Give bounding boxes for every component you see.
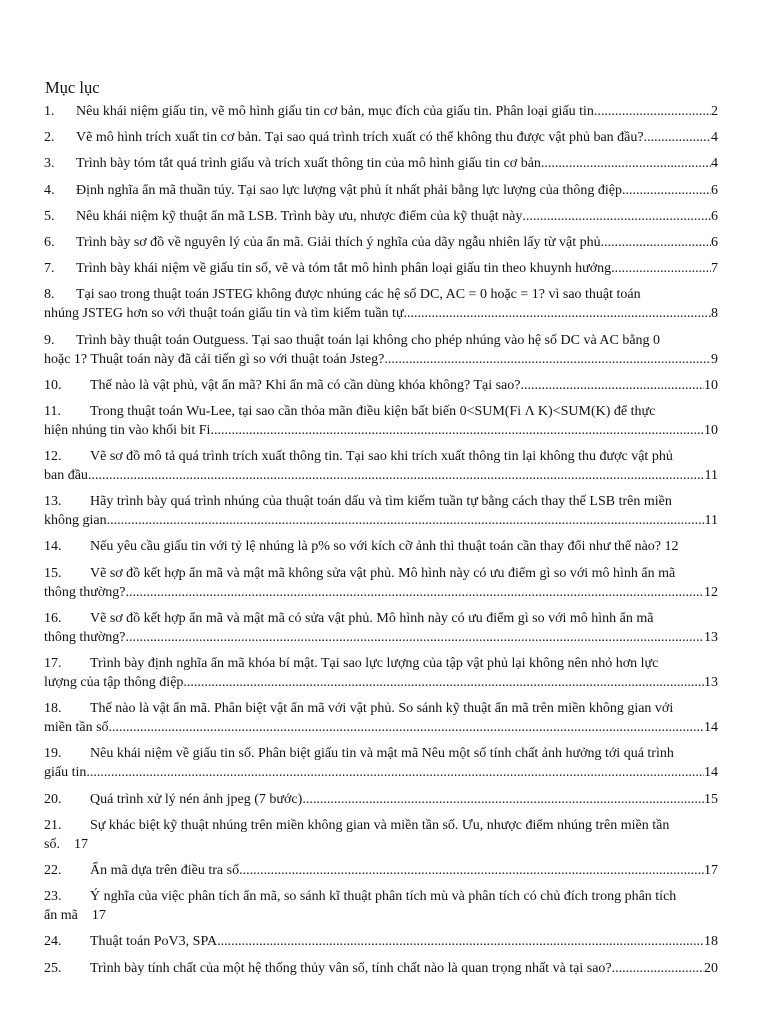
toc-entry[interactable] <box>44 959 718 978</box>
dot-leader <box>239 861 704 880</box>
toc-entry-text: Nêu khái niệm giấu tin, vẽ mô hình giấu tin cơ bản, mục đích của giấu tin. Phân loại giấu tin <box>76 104 594 119</box>
toc-entry[interactable] <box>44 285 718 323</box>
toc-entry[interactable] <box>44 259 718 278</box>
toc-page-number: 13 <box>704 629 718 645</box>
toc-entry-text: Trình bày sơ đồ về nguyên lý của ẩn mã. Giải thích ý nghĩa của dãy ngẫu nhiên lấy từ vật phủ <box>76 234 601 250</box>
toc-entry[interactable] <box>44 402 718 440</box>
toc-entry-number: 25. <box>44 960 62 976</box>
toc-page-number: 10 <box>704 422 718 438</box>
toc-entry-number: 11. <box>44 403 61 419</box>
toc-entry[interactable] <box>44 331 718 369</box>
toc-page-number: 17 <box>73 836 88 852</box>
toc-entry-text: Trình bày tính chất của một hệ thống thủy vân số, tính chất nào là quan trọng nhất và tại sao? <box>90 960 612 976</box>
toc-entry-text: ẩn mã <box>44 908 78 924</box>
toc-entry-text: Tại sao trong thuật toán JSTEG không được nhúng các hệ số DC, AC = 0 hoặc = 1? vì sao thuật toán <box>76 287 641 303</box>
toc-title: Mục lục <box>45 78 100 97</box>
dot-leader <box>86 763 704 782</box>
dot-leader <box>601 233 711 252</box>
toc-page-number: 11 <box>704 468 718 484</box>
toc-entry-number: 23. <box>44 889 62 905</box>
toc-entry-number: 13. <box>44 494 62 510</box>
toc-page-number: 4 <box>711 156 718 172</box>
dot-leader <box>522 207 711 226</box>
toc-entry-text: Nếu yêu cầu giấu tin với tỷ lệ nhúng là p% so với kích cỡ ảnh thì thuật toán cần thay đổi như thế nào? 12 <box>90 539 679 555</box>
toc-entry[interactable] <box>44 102 718 121</box>
toc-page-number: 18 <box>704 934 718 950</box>
dot-leader <box>644 128 711 147</box>
dot-leader <box>107 511 705 530</box>
toc-entry-text: Thế nào là vật phủ, vật ẩn mã? Khi ẩn mã có cần dùng khóa không? Tại sao? <box>90 377 521 393</box>
toc-page-number: 7 <box>711 261 718 277</box>
toc-page-number: 12 <box>704 584 718 600</box>
toc-entry-text: Vẽ sơ đồ mô tả quá trình trích xuất thông tin. Tại sao khi trích xuất thông tin lại không thu được vật phủ <box>90 449 673 465</box>
toc-entry[interactable] <box>44 887 718 925</box>
toc-entry-number: 19. <box>44 746 62 762</box>
toc-page-number: 14 <box>704 765 718 781</box>
toc-entry-number: 4. <box>44 182 55 198</box>
toc-entry[interactable] <box>44 154 718 173</box>
toc-entry-text: Thế nào là vật ẩn mã. Phân biệt vật ẩn mã với vật phủ. So sánh kỹ thuật ẩn mã trên miền không gian với <box>90 701 674 717</box>
toc-entry[interactable] <box>44 744 718 782</box>
toc-entry-number: 9. <box>44 332 55 348</box>
toc-entry-number: 14. <box>44 539 62 555</box>
toc-entry-number: 5. <box>44 208 55 224</box>
toc-entry-number: 1. <box>44 104 55 119</box>
toc-entry-number: 6. <box>44 234 55 250</box>
toc-entry-text: thông thường? <box>44 584 126 600</box>
toc-entry-text: Ý nghĩa của việc phân tích ẩn mã, so sánh kĩ thuật phân tích mù và phân tích có chủ đích trong phân tích <box>90 889 677 905</box>
toc-entry-text: Hãy trình bày quá trình nhúng của thuật toán dấu và tìm kiếm tuần tự bằng cách thay thế LSB trên miền <box>90 494 672 510</box>
toc-entry[interactable] <box>44 492 718 530</box>
dot-leader <box>611 259 711 278</box>
toc-page-number: 20 <box>704 960 718 976</box>
toc-entry-number: 10. <box>44 377 62 393</box>
toc-entry-text: Vẽ sơ đồ kết hợp ẩn mã và mật mã có sửa vật phủ. Mô hình này có ưu điểm gì so với mô hình ẩn mã <box>90 610 654 626</box>
toc-entry[interactable] <box>44 207 718 226</box>
toc-page-number: 17 <box>91 908 106 924</box>
dot-leader <box>521 376 705 395</box>
toc-entry-number: 7. <box>44 261 55 277</box>
toc-entry-text: Trình bày định nghĩa ẩn mã khóa bí mật. Tại sao lực lượng của tập vật phủ lại không nên nhỏ hơn lực <box>90 656 659 671</box>
toc-entry[interactable] <box>44 537 718 556</box>
toc-entry-text: giấu tin <box>44 765 87 781</box>
toc-entry[interactable] <box>44 376 718 395</box>
toc-page-number: 8 <box>711 306 718 322</box>
toc-entry-text: số. <box>44 836 60 852</box>
dot-leader <box>594 102 711 121</box>
toc-entry[interactable] <box>44 861 718 880</box>
toc-entry[interactable] <box>44 609 718 647</box>
dot-leader <box>217 932 704 951</box>
toc-page-number: 2 <box>711 104 718 119</box>
dot-leader <box>404 304 711 323</box>
toc-entry[interactable] <box>44 654 718 692</box>
toc-page-number: 11 <box>704 513 718 529</box>
toc-entry-text: lượng của tập thông điệp <box>44 675 184 690</box>
toc-entry-text: Thuật toán PoV3, SPA <box>90 934 218 950</box>
toc-entry-text: Trình bày tóm tắt quá trình giấu và trích xuất thông tin của mô hình giấu tin cơ bản <box>76 156 541 172</box>
toc-entry-text: Trình bày thuật toán Outguess. Tại sao thuật toán lại không cho phép nhúng vào hệ số DC và AC bằng 0 <box>76 332 661 348</box>
toc-entry-number: 16. <box>44 610 62 626</box>
dot-leader <box>541 154 711 173</box>
toc-page-number: 10 <box>704 377 718 393</box>
toc-entry-number: 8. <box>44 287 55 303</box>
toc-entry[interactable] <box>44 128 718 147</box>
toc-entry[interactable] <box>44 447 718 485</box>
toc-page-number: 6 <box>711 182 718 198</box>
toc-entry-text: Ẩn mã dựa trên điều tra số <box>90 862 240 878</box>
toc-entry-number: 15. <box>44 565 62 581</box>
toc-page-number: 4 <box>711 130 718 146</box>
toc-entry-text: Vẽ mô hình trích xuất tin cơ bản. Tại sao quá trình trích xuất có thể không thu được vật phủ ban đầu? <box>76 130 644 146</box>
toc-entry-number: 18. <box>44 701 62 717</box>
toc-page-number: 17 <box>704 862 718 878</box>
toc-entry[interactable] <box>44 233 718 252</box>
toc-page-number: 6 <box>711 208 718 224</box>
toc-entry-text: thông thường? <box>44 629 126 645</box>
toc-page-number: 9 <box>711 351 718 367</box>
toc-page-number: 6 <box>711 234 718 250</box>
toc-entry-number: 12. <box>44 449 62 465</box>
dot-leader <box>210 421 704 440</box>
toc-entry-text: hiện nhúng tin vào khối bit Fi <box>44 422 211 438</box>
toc-entry[interactable] <box>44 790 718 809</box>
toc-entry-text: hoặc 1? Thuật toán này đã cải tiến gì so với thuật toán Jsteg? <box>44 351 385 367</box>
toc-entry-text: Trong thuật toán Wu-Lee, tại sao cần thỏa mãn điều kiện bất biến 0<SUM(Fi Λ K)<SUM(K) để thực <box>90 403 656 419</box>
toc-entry-text: Trình bày khái niệm về giấu tin số, vẽ và tóm tắt mô hình phân loại giấu tin theo khuynh hướng <box>76 261 612 277</box>
dot-leader <box>125 628 704 647</box>
dot-leader <box>302 790 704 809</box>
dot-leader <box>88 466 705 485</box>
toc-page-number: 15 <box>704 791 718 807</box>
toc-entry-text: không gian <box>44 513 107 529</box>
dot-leader <box>183 673 704 692</box>
toc-entry[interactable] <box>44 564 718 602</box>
toc-entry-text: Nêu khái niệm kỹ thuật ẩn mã LSB. Trình bày ưu, nhược điểm của kỹ thuật này <box>76 208 523 224</box>
toc-entry-text: Sự khác biệt kỹ thuật nhúng trên miền không gian và miền tần số. Ưu, nhược điểm nhúng trên miền tần <box>90 817 670 833</box>
toc-entry[interactable] <box>44 181 718 200</box>
dot-leader <box>622 181 711 200</box>
toc-entry-text: ban đầu <box>44 468 88 484</box>
toc-entry-text: nhúng JSTEG hơn so với thuật toán giấu tin và tìm kiếm tuần tự <box>44 306 404 322</box>
toc-entry[interactable] <box>44 699 718 737</box>
dot-leader <box>109 718 704 737</box>
toc-entry-text: miền tần số <box>44 720 109 736</box>
toc-entry[interactable] <box>44 816 718 854</box>
dot-leader <box>125 583 704 602</box>
toc-entry-number: 3. <box>44 156 55 172</box>
dot-leader <box>612 959 704 978</box>
toc-entry-number: 20. <box>44 791 62 807</box>
toc-entry-number: 24. <box>44 934 62 950</box>
toc-entry[interactable] <box>44 932 718 951</box>
toc-entry-text: Vẽ sơ đồ kết hợp ẩn mã và mật mã không sửa vật phủ. Mô hình này có ưu điểm gì so với mô hình ẩn mã <box>90 565 676 581</box>
toc-page-number: 13 <box>704 675 718 690</box>
dot-leader <box>384 350 711 369</box>
toc-entry-text: Định nghĩa ẩn mã thuần túy. Tại sao lực lượng vật phủ ít nhất phải bằng lực lượng của thông điệp <box>76 182 622 198</box>
toc-page-number: 14 <box>704 720 718 736</box>
table-of-contents <box>44 102 718 978</box>
toc-entry-number: 17. <box>44 656 62 671</box>
toc-entry-number: 2. <box>44 130 55 146</box>
toc-entry-text: Nêu khái niệm về giấu tin số. Phân biệt giấu tin và mật mã Nêu một số tính chất ảnh hưởng tới quá trình <box>90 746 674 762</box>
toc-entry-number: 21. <box>44 817 62 833</box>
toc-entry-text: Quá trình xử lý nén ảnh jpeg (7 bước) <box>90 791 303 807</box>
toc-entry-number: 22. <box>44 862 62 878</box>
